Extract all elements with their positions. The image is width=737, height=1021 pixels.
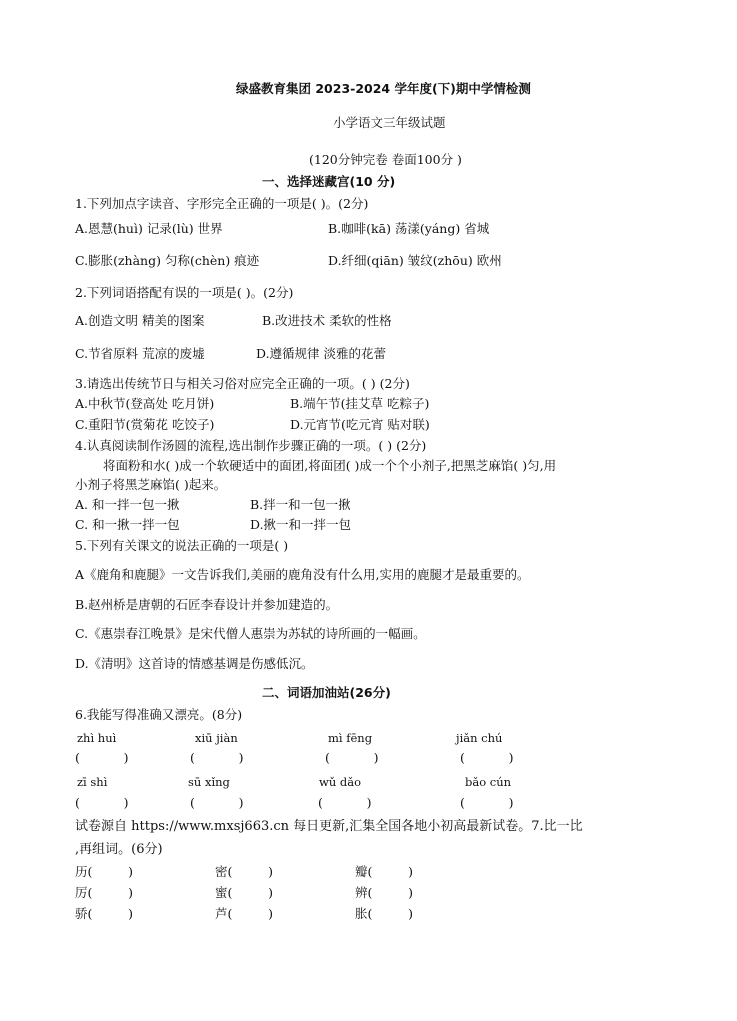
q2-option-c: C.节省原料 荒凉的废墟: [75, 346, 205, 361]
q2-option-a: A.创造文明 精美的图案: [75, 313, 205, 328]
q6-answer-blank[interactable]: ( ): [190, 795, 244, 810]
section2-heading: 二、词语加油站(26分): [262, 685, 391, 700]
q6-answer-blank[interactable]: ( ): [460, 795, 514, 810]
q7-item[interactable]: 辨( ): [355, 885, 414, 900]
q7-item[interactable]: 瓣( ): [355, 864, 414, 879]
q6-answer-blank[interactable]: ( ): [318, 795, 372, 810]
q3-option-d: D.元宵节(吃元宵 贴对联): [290, 417, 430, 432]
q4-option-c: C. 和一揪一拌一包: [75, 517, 180, 532]
q6-stem: 6.我能写得准确又漂亮。(8分): [75, 707, 243, 722]
q7-stem-continued: ,再组词。(6分): [75, 842, 163, 857]
q5-option-c: C.《惠崇春江晚景》是宋代僧人惠崇为苏轼的诗所画的一幅画。: [75, 626, 426, 641]
q5-option-d: D.《清明》这首诗的情感基调是伤感低沉。: [75, 656, 314, 671]
q6-pinyin-7: wǔ dǎo: [319, 775, 362, 789]
q7-item[interactable]: 密( ): [215, 864, 274, 879]
q1-option-b: B.咖啡(kā) 荡漾(yáng) 省城: [328, 221, 490, 236]
q6-pinyin-2: xiū jiàn: [195, 731, 238, 745]
exam-title: 绿盛教育集团 2023-2024 学年度(下)期中学情检测: [236, 81, 531, 96]
q6-pinyin-5: zī shì: [77, 775, 108, 789]
q6-pinyin-1: zhì huì: [77, 731, 117, 745]
q6-answer-blank[interactable]: ( ): [190, 750, 244, 765]
q6-answer-blank[interactable]: ( ): [460, 750, 514, 765]
q1-option-d: D.纤细(qiān) 皱纹(zhōu) 欧州: [328, 253, 502, 268]
q1-stem: 1.下列加点字读音、字形完全正确的一项是( )。(2分): [75, 196, 369, 211]
section1-heading: 一、选择迷藏宫(10 分): [262, 174, 396, 189]
q6-pinyin-8: bǎo cún: [465, 775, 512, 789]
q5-stem: 5.下列有关课文的说法正确的一项是( ): [75, 538, 289, 553]
q7-item[interactable]: 厉( ): [75, 885, 134, 900]
q4-stem: 4.认真阅读制作汤圆的流程,选出制作步骤正确的一项。( ) (2分): [75, 438, 427, 453]
exam-subtitle: 小学语文三年级试题: [333, 115, 446, 130]
q6-pinyin-3: mì fēng: [328, 731, 373, 745]
q4-option-b: B.拌一和一包一揪: [250, 497, 351, 512]
q1-option-c: C.膨胀(zhàng) 匀称(chèn) 痕迹: [75, 253, 260, 268]
q6-pinyin-6: sū xǐng: [188, 775, 230, 789]
q3-stem: 3.请选出传统节日与相关习俗对应完全正确的一项。( ) (2分): [75, 376, 410, 391]
source-notice: 试卷源自 https://www.mxsj663.cn 每日更新,汇集全国各地小初高最新试卷。7.比一比: [75, 819, 583, 834]
q6-answer-blank[interactable]: ( ): [75, 795, 129, 810]
q6-answer-blank[interactable]: ( ): [75, 750, 129, 765]
q4-body-line1: 将面粉和水( )成一个软硬适中的面团,将面团( )成一个个小剂子,把黑芝麻馅( )匀,用: [103, 458, 557, 473]
exam-time-info: (120分钟完卷 卷面100分 ): [309, 152, 462, 167]
q7-item[interactable]: 历( ): [75, 864, 134, 879]
q4-body-line2: 小剂子将黑芝麻馅( )起来。: [75, 477, 227, 492]
q3-option-b: B.端午节(挂艾草 吃粽子): [290, 396, 430, 411]
q2-option-b: B.改进技术 柔软的性格: [262, 313, 392, 328]
q3-option-c: C.重阳节(赏菊花 吃饺子): [75, 417, 215, 432]
q7-item[interactable]: 胀( ): [355, 906, 414, 921]
q7-item[interactable]: 骄( ): [75, 906, 134, 921]
q7-item[interactable]: 芦( ): [215, 906, 274, 921]
q3-option-a: A.中秋节(登高处 吃月饼): [75, 396, 215, 411]
q2-stem: 2.下列词语搭配有误的一项是( )。(2分): [75, 285, 294, 300]
q4-option-a: A. 和一拌一包一揪: [75, 497, 180, 512]
q2-option-d: D.遵循规律 淡雅的花蕾: [256, 346, 387, 361]
q1-option-a: A.恩慧(huì) 记录(lù) 世界: [75, 221, 223, 236]
q5-option-a: A《鹿角和鹿腿》一文告诉我们,美丽的鹿角没有什么用,实用的鹿腿才是最重要的。: [75, 567, 530, 582]
q4-option-d: D.揪一和一拌一包: [250, 517, 352, 532]
q6-answer-blank[interactable]: ( ): [325, 750, 379, 765]
q7-item[interactable]: 蜜( ): [215, 885, 274, 900]
q6-pinyin-4: jiǎn chú: [456, 731, 503, 745]
q5-option-b: B.赵州桥是唐朝的石匠李春设计并参加建造的。: [75, 597, 339, 612]
